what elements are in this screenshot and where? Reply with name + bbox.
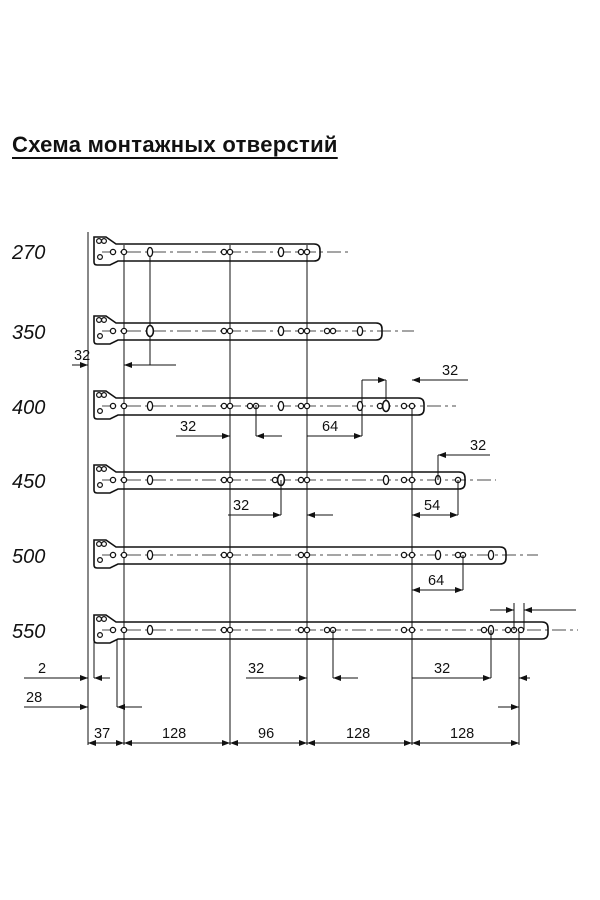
rail-hole [278,248,283,257]
dim-550-32-b: 32 [434,661,451,677]
rails [94,237,578,643]
rail-hole [121,403,126,408]
rail-hole [409,552,414,557]
rail-label-270: 270 [12,242,46,264]
rail-hole [401,552,406,557]
rail-hole [221,328,226,333]
rail-hole [102,617,107,622]
diagram-title: Схема монтажных отверстий [12,132,338,157]
rail-hole [102,318,107,323]
rail-hole [383,476,388,485]
rail-hole [98,409,103,414]
rail-hole [298,328,303,333]
rail-hole [304,552,309,557]
rail-hole [98,483,103,488]
rail-hole [409,403,414,408]
rail-hole [221,627,226,632]
rail-3 [94,465,496,493]
dim-bottom-37: 37 [94,726,111,742]
rail-hole [324,627,329,632]
rail-body [94,615,548,643]
rail-hole [481,627,486,632]
rail-label-450: 450 [12,471,46,493]
rail-hole [121,477,126,482]
rail-hole [110,328,115,333]
rail-hole [121,552,126,557]
rail-hole [110,249,115,254]
rail-hole [110,477,115,482]
dim-450-upper-32: 32 [470,438,487,454]
rail-hole [221,249,226,254]
rail-hole [227,328,232,333]
rail-hole [298,552,303,557]
rail-0 [94,237,348,265]
rail-hole [147,626,152,635]
rail-hole [383,401,390,412]
rail-2 [94,391,456,419]
rail-hole [298,627,303,632]
rail-hole [330,328,335,333]
rail-hole [147,402,152,411]
dim-450-32: 32 [233,498,250,514]
rail-hole [221,552,226,557]
rail-hole [401,403,406,408]
rail-hole [505,627,510,632]
rail-hole [298,249,303,254]
rail-hole [147,551,152,560]
rail-hole [298,403,303,408]
rail-hole [102,393,107,398]
rail-body [94,237,320,265]
rail-hole [97,542,102,547]
rail-hole [147,326,154,337]
dim-left-28: 28 [26,690,43,706]
dim-450-54: 54 [424,498,441,514]
rail-hole [298,477,303,482]
rail-hole [324,328,329,333]
rail-hole [409,627,414,632]
rail-hole [121,249,126,254]
rail-hole [97,239,102,244]
rail-hole [227,627,232,632]
rail-hole [102,239,107,244]
rail-hole [401,477,406,482]
rail-hole [304,477,309,482]
rail-hole [102,542,107,547]
rail-hole [98,255,103,260]
rail-hole [227,249,232,254]
rail-1 [94,316,414,344]
rail-hole [401,627,406,632]
rail-hole [121,328,126,333]
rail-hole [98,334,103,339]
rail-hole [221,477,226,482]
rail-hole [357,327,362,336]
dim-550-32-a: 32 [248,661,265,677]
rail-hole [247,403,252,408]
rail-4 [94,540,538,568]
rail-label-500: 500 [12,546,46,568]
rail-hole [221,403,226,408]
dim-bottom-96: 96 [258,726,275,742]
rail-hole [435,551,440,560]
rail-hole [147,248,152,257]
rail-hole [97,393,102,398]
dim-400-64: 64 [322,419,339,435]
dim-left-2: 2 [38,661,47,677]
rail-hole [110,552,115,557]
dim-bottom-128-b: 128 [346,726,371,742]
rail-hole [304,627,309,632]
rail-hole [98,558,103,563]
rail-hole [409,477,414,482]
rail-label-550: 550 [12,621,46,643]
dim-400-32: 32 [180,419,197,435]
rail-hole [110,403,115,408]
rail-hole [97,617,102,622]
dim-400-upper-32: 32 [442,363,459,379]
rail-hole [97,318,102,323]
rail-hole [488,551,493,560]
rail-hole [227,403,232,408]
rail-hole [518,627,523,632]
rail-hole [97,467,102,472]
rail-hole [304,249,309,254]
rail-hole [121,627,126,632]
rail-hole [357,402,362,411]
rail-hole [304,403,309,408]
rail-body [94,316,382,344]
dim-left-32: 32 [74,348,91,364]
rail-hole [110,627,115,632]
rail-hole [147,476,152,485]
rail-labels [11,242,45,643]
rail-label-400: 400 [12,397,46,419]
rail-5 [94,615,578,643]
rail-hole [227,477,232,482]
rail-hole [278,327,283,336]
dim-bottom-128-c: 128 [450,726,475,742]
dim-bottom-128-a: 128 [162,726,187,742]
rail-hole [278,402,283,411]
rail-hole [304,328,309,333]
rail-hole [98,633,103,638]
rail-hole [227,552,232,557]
dim-500-64: 64 [428,573,445,589]
rail-label-350: 350 [12,322,46,344]
rail-hole [102,467,107,472]
